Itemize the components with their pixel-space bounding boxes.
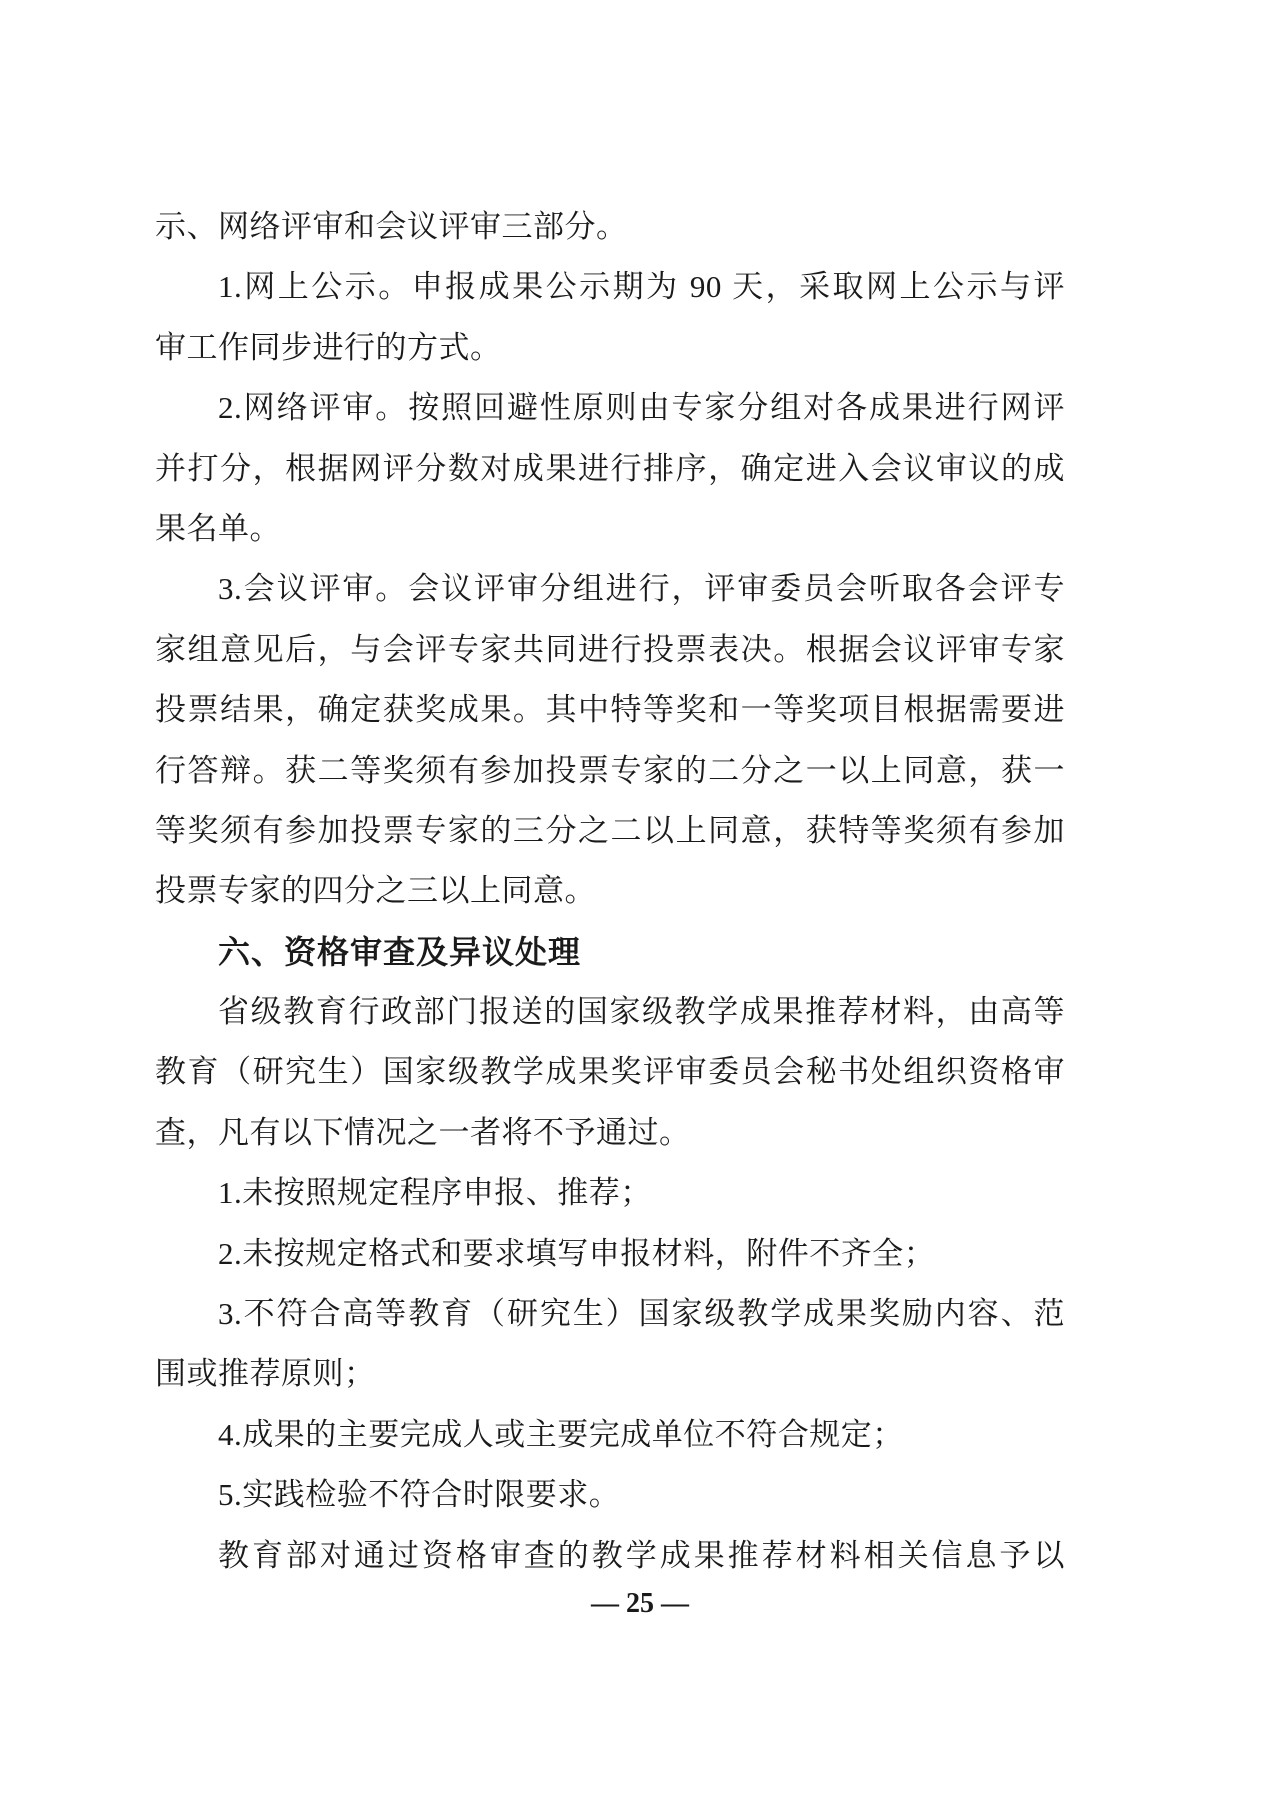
list-item: 围或推荐原则； <box>155 1356 376 1392</box>
text-line: 并打分，根据网评分数对成果进行排序，确定进入会议审议的成 <box>155 450 1065 486</box>
text-line: 教育部对通过资格审查的教学成果推荐材料相关信息予以 <box>218 1537 1065 1573</box>
text-line: 家组意见后，与会评专家共同进行投票表决。根据会议评审专家 <box>155 631 1065 667</box>
text-line: 2.网络评审。按照回避性原则由专家分组对各成果进行网评 <box>218 390 1065 426</box>
text-line: 等奖须有参加投票专家的三分之二以上同意，获特等奖须有参加 <box>155 812 1065 848</box>
section-heading: 六、资格审查及异议处理 <box>218 933 582 970</box>
text-line: 行答辩。获二等奖须有参加投票专家的二分之一以上同意，获一 <box>155 752 1065 788</box>
text-line: 查，凡有以下情况之一者将不予通过。 <box>155 1114 691 1150</box>
text-line: 1.网上公示。申报成果公示期为 90 天，采取网上公示与评 <box>218 269 1065 305</box>
text-line: 审工作同步进行的方式。 <box>155 329 502 365</box>
list-item: 1.未按照规定程序申报、推荐； <box>218 1175 652 1211</box>
text-line: 教育（研究生）国家级教学成果奖评审委员会秘书处组织资格审 <box>155 1054 1065 1090</box>
text-line: 示、网络评审和会议评审三部分。 <box>155 209 628 244</box>
page-number: — 25 — <box>591 1588 689 1619</box>
list-item: 4.成果的主要完成人或主要完成单位不符合规定； <box>218 1416 904 1452</box>
document-body <box>155 197 1065 1586</box>
text-line: 投票结果，确定获奖成果。其中特等奖和一等奖项目根据需要进 <box>155 692 1065 728</box>
text-line: 3.会议评审。会议评审分组进行，评审委员会听取各会评专 <box>218 571 1065 607</box>
list-item: 5.实践检验不符合时限要求。 <box>218 1477 621 1513</box>
text-line: 果名单。 <box>155 510 281 546</box>
list-item: 2.未按规定格式和要求填写申报材料，附件不齐全； <box>218 1235 936 1271</box>
list-item: 3.不符合高等教育（研究生）国家级教学成果奖励内容、范 <box>218 1296 1065 1332</box>
text-line: 投票专家的四分之三以上同意。 <box>155 873 596 909</box>
text-line: 省级教育行政部门报送的国家级教学成果推荐材料，由高等 <box>218 994 1065 1030</box>
